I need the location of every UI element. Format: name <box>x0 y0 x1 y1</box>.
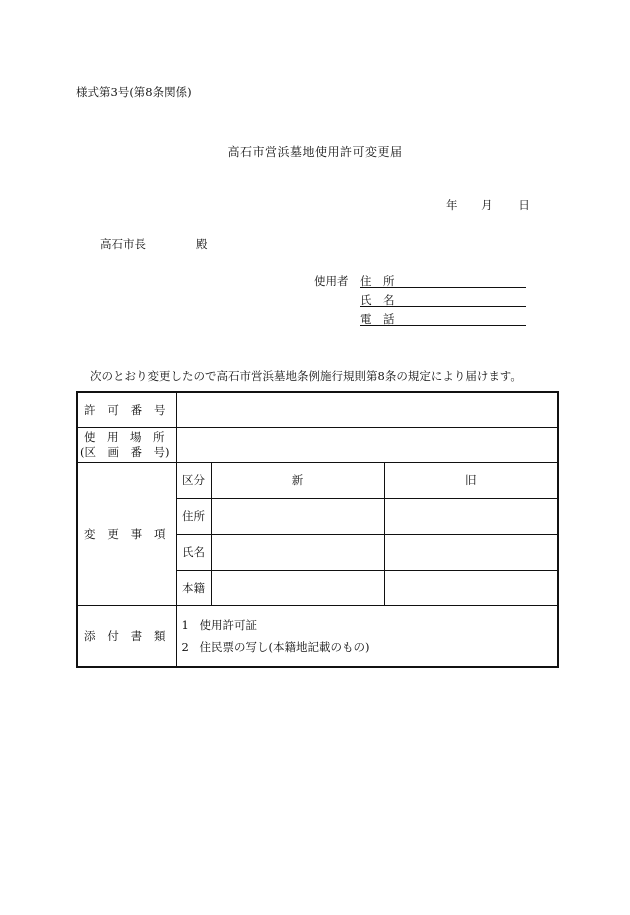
attachment-item <box>182 614 552 636</box>
applicant-address-field[interactable] <box>360 287 526 288</box>
name-old-field[interactable] <box>384 534 558 570</box>
attachments-row <box>77 605 558 667</box>
attachment-item <box>182 636 552 658</box>
old-header: 旧 <box>384 462 558 498</box>
document-title: 高石市営浜墓地使用許可変更届 <box>227 145 403 159</box>
attachments-label: 添 付 書 類 <box>84 628 166 643</box>
attachment-text: 住民票の写し(本籍地記載のもの) <box>199 639 370 654</box>
location-label-cell <box>77 427 176 462</box>
date-row <box>446 197 530 213</box>
domicile-old-field[interactable] <box>384 570 558 605</box>
domicile-new-field[interactable] <box>211 570 384 605</box>
category-header: 区分 <box>176 462 211 498</box>
applicant-address-label: 住 所 <box>360 274 395 288</box>
applicant-label: 使用者 <box>314 274 349 288</box>
location-label-line1: 使 用 場 所 <box>84 429 165 444</box>
applicant-phone-label: 電 話 <box>360 312 395 326</box>
location-field[interactable] <box>176 427 558 462</box>
attachment-text: 使用許可証 <box>199 617 257 632</box>
address-new-field[interactable] <box>211 498 384 534</box>
attachments-cell <box>176 605 558 667</box>
permit-number-field[interactable] <box>176 392 558 427</box>
name-row-label: 氏名 <box>176 534 211 570</box>
attachment-number: 1 <box>181 617 189 632</box>
applicant-phone-field[interactable] <box>360 325 526 326</box>
permit-number-label: 許 可 番 号 <box>84 402 166 417</box>
attachment-number: 2 <box>181 639 189 654</box>
change-items-label-cell <box>77 462 176 605</box>
date-month-label: 月 <box>481 198 493 212</box>
attachments-list <box>177 608 558 664</box>
domicile-row-label: 本籍 <box>176 570 211 605</box>
statement-text: 次のとおり変更したので高石市営浜墓地条例施行規則第8条の規定により届けます。 <box>90 369 522 383</box>
form-table <box>76 391 559 668</box>
address-old-field[interactable] <box>384 498 558 534</box>
permit-number-row <box>77 392 558 427</box>
location-row <box>77 427 558 462</box>
form-number: 様式第3号(第8条関係) <box>76 85 192 99</box>
applicant-name-field[interactable] <box>360 306 526 307</box>
name-new-field[interactable] <box>211 534 384 570</box>
change-header-row <box>77 462 558 498</box>
addressee-name: 高石市長 <box>100 237 146 251</box>
change-items-label: 変 更 事 項 <box>84 526 166 541</box>
applicant-name-label: 氏 名 <box>360 293 395 307</box>
addressee-honorific: 殿 <box>196 237 208 251</box>
location-label-line2: (区 画 番 号) <box>80 444 170 459</box>
date-day-label: 日 <box>518 198 530 212</box>
attachments-label-cell <box>77 605 176 667</box>
address-row-label: 住所 <box>176 498 211 534</box>
permit-number-label-cell <box>77 392 176 427</box>
date-year-label: 年 <box>446 198 458 212</box>
new-header: 新 <box>211 462 384 498</box>
